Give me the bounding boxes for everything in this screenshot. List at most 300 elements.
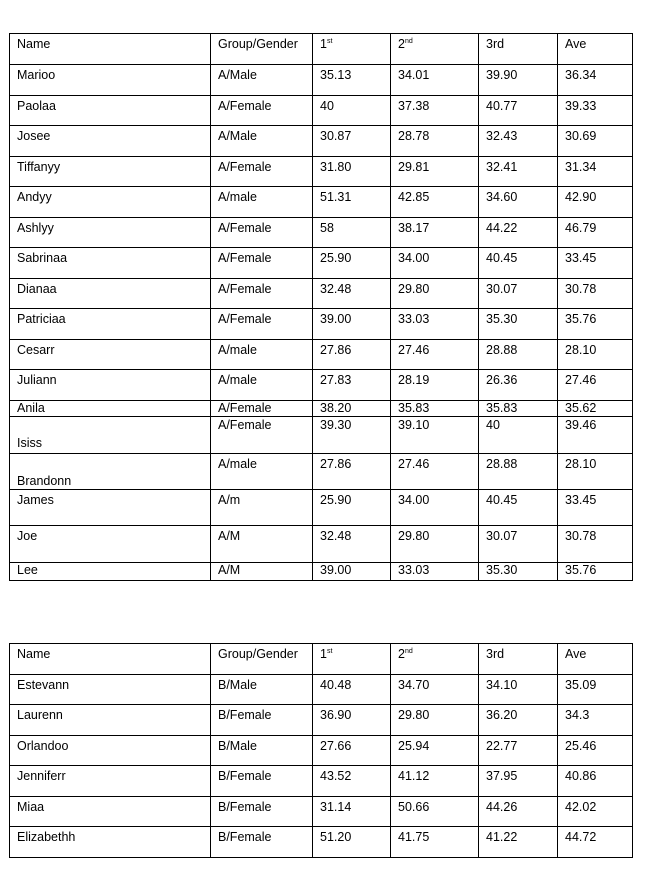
- average-cell: [558, 126, 633, 157]
- first-score: 40.48: [320, 678, 352, 692]
- average-cell: [558, 248, 633, 279]
- group-cell: [211, 248, 313, 279]
- third-score-cell: [479, 454, 558, 490]
- group-gender: A/male: [218, 457, 257, 471]
- second-score-cell: [391, 417, 479, 454]
- table-row: [10, 417, 633, 454]
- average-cell: [558, 401, 633, 417]
- group-b-table: [9, 643, 633, 858]
- group-cell: [211, 279, 313, 309]
- student-name: Sabrinaa: [17, 251, 68, 265]
- second-score-cell: [391, 96, 479, 126]
- table-row: [10, 340, 633, 370]
- first-score-cell: [313, 797, 391, 827]
- group-gender: A/Female: [218, 282, 272, 296]
- second-score: 34.70: [398, 678, 430, 692]
- first-score-cell: [313, 279, 391, 309]
- first-score: 32.48: [320, 529, 352, 543]
- first-score-cell: [313, 218, 391, 248]
- average-score: 44.72: [565, 830, 597, 844]
- table-row: [10, 766, 633, 797]
- table-row: [10, 218, 633, 248]
- table-row: [10, 797, 633, 827]
- header-third: 3rd: [486, 647, 505, 661]
- header-first-suffix: st: [326, 648, 333, 655]
- average-score: 35.09: [565, 678, 597, 692]
- second-score: 38.17: [398, 221, 430, 235]
- third-score: 34.10: [486, 678, 518, 692]
- third-score-cell: [479, 65, 558, 96]
- first-score: 40: [320, 99, 334, 113]
- group-gender: A/Female: [218, 251, 272, 265]
- group-cell: [211, 766, 313, 797]
- second-score: 34.01: [398, 68, 430, 82]
- header-first-suffix: st: [326, 38, 333, 45]
- second-score: 29.80: [398, 708, 430, 722]
- name-cell: [10, 248, 211, 279]
- group-cell: [211, 157, 313, 187]
- group-gender: A/M: [218, 529, 241, 543]
- average-cell: [558, 340, 633, 370]
- student-name: James: [17, 493, 54, 507]
- third-score-cell: [479, 675, 558, 705]
- third-score: 30.07: [486, 282, 518, 296]
- first-score: 32.48: [320, 282, 352, 296]
- third-score: 40.45: [486, 251, 518, 265]
- first-score: 39.30: [320, 418, 352, 432]
- third-score-cell: [479, 766, 558, 797]
- third-score-cell: [479, 563, 558, 581]
- first-score-cell: [313, 340, 391, 370]
- second-score-cell: [391, 279, 479, 309]
- average-score: 42.90: [565, 190, 597, 204]
- table-row: [10, 490, 633, 526]
- header-ave: Ave: [565, 647, 587, 661]
- group-cell: [211, 563, 313, 581]
- group-cell: [211, 490, 313, 526]
- second-score-cell: [391, 454, 479, 490]
- second-score: 34.00: [398, 493, 430, 507]
- first-score-cell: [313, 766, 391, 797]
- group-cell: [211, 370, 313, 401]
- first-score-cell: [313, 454, 391, 490]
- average-score: 27.46: [565, 373, 597, 387]
- group-gender: A/male: [218, 343, 257, 357]
- header-second: [398, 34, 478, 52]
- first-score: 43.52: [320, 769, 352, 783]
- table-row: [10, 248, 633, 279]
- second-score-cell: [391, 126, 479, 157]
- name-cell: [10, 157, 211, 187]
- second-score-cell: [391, 248, 479, 279]
- second-score: 29.80: [398, 529, 430, 543]
- group-gender: B/Male: [218, 678, 257, 692]
- header-second: [398, 644, 478, 662]
- third-score-cell: [479, 126, 558, 157]
- second-score-cell: [391, 490, 479, 526]
- table-header-row: [10, 644, 633, 675]
- average-score: 40.86: [565, 769, 597, 783]
- average-cell: [558, 827, 633, 858]
- second-score-cell: [391, 65, 479, 96]
- first-score: 27.83: [320, 373, 352, 387]
- header-second-suffix: nd: [404, 38, 413, 45]
- student-name: Marioo: [17, 68, 56, 82]
- average-cell: [558, 96, 633, 126]
- average-cell: [558, 309, 633, 340]
- student-name: Laurenn: [17, 708, 63, 722]
- group-gender: A/Female: [218, 160, 272, 174]
- second-score: 34.00: [398, 251, 430, 265]
- first-score: 51.31: [320, 190, 352, 204]
- second-score-cell: [391, 309, 479, 340]
- table-row: [10, 309, 633, 340]
- average-score: 36.34: [565, 68, 597, 82]
- header-ave-cell: [558, 34, 633, 65]
- third-score: 26.36: [486, 373, 518, 387]
- average-cell: [558, 563, 633, 581]
- student-name: Estevann: [17, 678, 70, 692]
- third-score-cell: [479, 248, 558, 279]
- group-cell: [211, 65, 313, 96]
- first-score-cell: [313, 309, 391, 340]
- table-row: [10, 705, 633, 736]
- name-cell: [10, 797, 211, 827]
- student-name: Orlandoo: [17, 739, 69, 753]
- third-score-cell: [479, 401, 558, 417]
- third-score: 35.30: [486, 563, 518, 577]
- average-cell: [558, 417, 633, 454]
- second-score: 37.38: [398, 99, 430, 113]
- student-name: Dianaa: [17, 282, 57, 296]
- name-cell: [10, 218, 211, 248]
- group-gender: A/M: [218, 563, 241, 577]
- first-score-cell: [313, 827, 391, 858]
- average-score: 31.34: [565, 160, 597, 174]
- group-gender: A/Female: [218, 401, 272, 415]
- average-score: 33.45: [565, 251, 597, 265]
- student-name: Josee: [17, 129, 51, 143]
- first-score-cell: [313, 675, 391, 705]
- third-score: 40.45: [486, 493, 518, 507]
- third-score: 32.43: [486, 129, 518, 143]
- student-name: Ashlyy: [17, 221, 54, 235]
- first-score: 31.14: [320, 800, 352, 814]
- group-gender: A/Female: [218, 418, 272, 432]
- first-score-cell: [313, 526, 391, 563]
- name-cell: [10, 705, 211, 736]
- group-cell: [211, 827, 313, 858]
- average-score: 39.46: [565, 418, 597, 432]
- second-score-cell: [391, 370, 479, 401]
- first-score: 27.86: [320, 457, 352, 471]
- header-first: [320, 34, 390, 52]
- group-gender: B/Female: [218, 800, 272, 814]
- group-cell: [211, 401, 313, 417]
- header-group-cell: [211, 34, 313, 65]
- second-score: 41.12: [398, 769, 430, 783]
- name-cell: [10, 65, 211, 96]
- table-row: [10, 187, 633, 218]
- group-gender: A/male: [218, 190, 257, 204]
- group-gender: B/Female: [218, 830, 272, 844]
- student-name: Miaa: [17, 800, 45, 814]
- average-cell: [558, 279, 633, 309]
- first-score: 35.13: [320, 68, 352, 82]
- third-score: 44.26: [486, 800, 518, 814]
- average-cell: [558, 675, 633, 705]
- third-score: 40: [486, 418, 500, 432]
- average-cell: [558, 490, 633, 526]
- second-score-cell: [391, 526, 479, 563]
- first-score-cell: [313, 96, 391, 126]
- group-gender: A/m: [218, 493, 241, 507]
- third-score-cell: [479, 279, 558, 309]
- second-score-cell: [391, 705, 479, 736]
- name-cell: [10, 563, 211, 581]
- first-score-cell: [313, 248, 391, 279]
- second-score: 25.94: [398, 739, 430, 753]
- third-score-cell: [479, 705, 558, 736]
- first-score-cell: [313, 126, 391, 157]
- group-cell: [211, 187, 313, 218]
- first-score-cell: [313, 187, 391, 218]
- second-score: 27.46: [398, 343, 430, 357]
- first-score-cell: [313, 563, 391, 581]
- first-score-cell: [313, 370, 391, 401]
- average-score: 46.79: [565, 221, 597, 235]
- average-score: 42.02: [565, 800, 597, 814]
- average-score: 33.45: [565, 493, 597, 507]
- second-score: 41.75: [398, 830, 430, 844]
- header-ave-cell: [558, 644, 633, 675]
- group-gender: A/Female: [218, 312, 272, 326]
- second-score: 42.85: [398, 190, 430, 204]
- third-score: 28.88: [486, 457, 518, 471]
- header-name-cell: [10, 644, 211, 675]
- third-score: 36.20: [486, 708, 518, 722]
- table-row: [10, 736, 633, 766]
- table-row: [10, 65, 633, 96]
- table-row: [10, 827, 633, 858]
- header-third: 3rd: [486, 37, 505, 51]
- average-score: 39.33: [565, 99, 597, 113]
- average-cell: [558, 187, 633, 218]
- group-cell: [211, 417, 313, 454]
- header-name-cell: [10, 34, 211, 65]
- student-name: Tiffanyy: [17, 160, 61, 174]
- second-score-cell: [391, 218, 479, 248]
- first-score-cell: [313, 157, 391, 187]
- third-score-cell: [479, 370, 558, 401]
- group-gender: A/Male: [218, 129, 257, 143]
- third-score-cell: [479, 736, 558, 766]
- first-score: 27.66: [320, 739, 352, 753]
- student-name: Juliann: [17, 373, 57, 387]
- name-cell: [10, 417, 211, 454]
- average-cell: [558, 766, 633, 797]
- second-score: 39.10: [398, 418, 430, 432]
- header-first-cell: [313, 644, 391, 675]
- header-first-number: 1: [320, 37, 327, 51]
- third-score: 35.30: [486, 312, 518, 326]
- average-score: 30.78: [565, 529, 597, 543]
- student-name: Patriciaa: [17, 312, 66, 326]
- student-name: Joe: [17, 529, 38, 543]
- group-gender: B/Male: [218, 739, 257, 753]
- average-score: 35.76: [565, 312, 597, 326]
- average-score: 30.78: [565, 282, 597, 296]
- group-cell: [211, 340, 313, 370]
- student-name: Cesarr: [17, 343, 55, 357]
- group-cell: [211, 218, 313, 248]
- third-score: 37.95: [486, 769, 518, 783]
- second-score: 33.03: [398, 312, 430, 326]
- header-first-cell: [313, 34, 391, 65]
- table-row: [10, 126, 633, 157]
- table-row: [10, 401, 633, 417]
- group-gender: A/male: [218, 373, 257, 387]
- third-score-cell: [479, 157, 558, 187]
- header-third-cell: [479, 644, 558, 675]
- group-gender: B/Female: [218, 708, 272, 722]
- header-second-number: 2: [398, 647, 405, 661]
- header-second-number: 2: [398, 37, 405, 51]
- group-cell: [211, 526, 313, 563]
- average-score: 30.69: [565, 129, 597, 143]
- group-a-table: [9, 33, 633, 581]
- third-score-cell: [479, 526, 558, 563]
- group-cell: [211, 126, 313, 157]
- name-cell: [10, 187, 211, 218]
- average-cell: [558, 370, 633, 401]
- first-score-cell: [313, 65, 391, 96]
- table-row: [10, 370, 633, 401]
- first-score-cell: [313, 401, 391, 417]
- first-score: 31.80: [320, 160, 352, 174]
- average-cell: [558, 797, 633, 827]
- second-score-cell: [391, 797, 479, 827]
- header-group-gender: Group/Gender: [218, 37, 298, 51]
- third-score: 44.22: [486, 221, 518, 235]
- third-score: 41.22: [486, 830, 518, 844]
- student-name: Lee: [17, 563, 38, 577]
- average-score: 28.10: [565, 457, 597, 471]
- group-cell: [211, 675, 313, 705]
- table-row: [10, 157, 633, 187]
- header-group-gender: Group/Gender: [218, 647, 298, 661]
- table-row: [10, 526, 633, 563]
- group-cell: [211, 797, 313, 827]
- name-cell: [10, 96, 211, 126]
- name-cell: [10, 126, 211, 157]
- third-score: 28.88: [486, 343, 518, 357]
- third-score: 30.07: [486, 529, 518, 543]
- second-score: 28.19: [398, 373, 430, 387]
- first-score: 51.20: [320, 830, 352, 844]
- first-score: 36.90: [320, 708, 352, 722]
- first-score: 30.87: [320, 129, 352, 143]
- third-score: 40.77: [486, 99, 518, 113]
- average-cell: [558, 736, 633, 766]
- group-cell: [211, 454, 313, 490]
- third-score-cell: [479, 218, 558, 248]
- average-cell: [558, 218, 633, 248]
- second-score-cell: [391, 401, 479, 417]
- average-cell: [558, 705, 633, 736]
- header-name: Name: [17, 647, 51, 661]
- name-cell: [10, 766, 211, 797]
- first-score-cell: [313, 736, 391, 766]
- student-name: Brandonn: [17, 474, 72, 488]
- header-ave: Ave: [565, 37, 587, 51]
- name-cell: [10, 279, 211, 309]
- first-score: 39.00: [320, 312, 352, 326]
- second-score-cell: [391, 736, 479, 766]
- group-gender: A/Male: [218, 68, 257, 82]
- second-score: 27.46: [398, 457, 430, 471]
- third-score: 39.90: [486, 68, 518, 82]
- header-first: [320, 644, 390, 662]
- second-score-cell: [391, 563, 479, 581]
- first-score-cell: [313, 705, 391, 736]
- name-cell: [10, 675, 211, 705]
- second-score: 35.83: [398, 401, 430, 415]
- name-cell: [10, 340, 211, 370]
- group-cell: [211, 309, 313, 340]
- third-score-cell: [479, 827, 558, 858]
- third-score: 22.77: [486, 739, 518, 753]
- second-score-cell: [391, 157, 479, 187]
- first-score: 25.90: [320, 493, 352, 507]
- second-score: 29.80: [398, 282, 430, 296]
- second-score-cell: [391, 187, 479, 218]
- second-score: 50.66: [398, 800, 430, 814]
- first-score-cell: [313, 417, 391, 454]
- third-score-cell: [479, 340, 558, 370]
- group-cell: [211, 705, 313, 736]
- student-name: Andyy: [17, 190, 52, 204]
- third-score-cell: [479, 797, 558, 827]
- name-cell: [10, 526, 211, 563]
- average-score: 28.10: [565, 343, 597, 357]
- name-cell: [10, 309, 211, 340]
- average-cell: [558, 526, 633, 563]
- student-name: Jenniferr: [17, 769, 66, 783]
- header-third-cell: [479, 34, 558, 65]
- third-score-cell: [479, 96, 558, 126]
- first-score: 38.20: [320, 401, 352, 415]
- average-score: 35.62: [565, 401, 597, 415]
- average-cell: [558, 157, 633, 187]
- table-header-row: [10, 34, 633, 65]
- header-group-cell: [211, 644, 313, 675]
- third-score-cell: [479, 490, 558, 526]
- second-score-cell: [391, 827, 479, 858]
- first-score: 58: [320, 221, 334, 235]
- second-score: 29.81: [398, 160, 430, 174]
- student-name: Paolaa: [17, 99, 56, 113]
- header-second-cell: [391, 34, 479, 65]
- student-name: Anila: [17, 401, 45, 415]
- average-score: 34.3: [565, 708, 590, 722]
- group-gender: B/Female: [218, 769, 272, 783]
- name-cell: [10, 454, 211, 490]
- second-score: 28.78: [398, 129, 430, 143]
- second-score-cell: [391, 766, 479, 797]
- average-cell: [558, 65, 633, 96]
- second-score-cell: [391, 675, 479, 705]
